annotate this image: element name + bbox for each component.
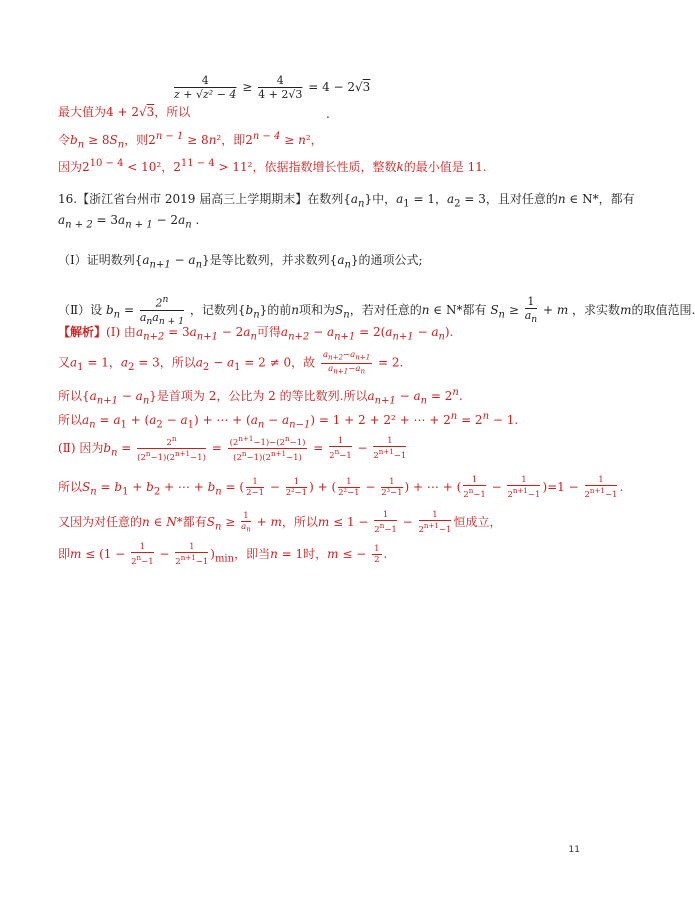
one-over-an: $\frac{1}{a_n}$: [524, 294, 538, 326]
bn-expanded-fraction: $\frac{2^n}{(2^n-1)(2^{n+1}-1)}$: [137, 434, 206, 463]
t3: $\frac{1}{\text{2²−1}}$: [338, 476, 360, 498]
solution-line-7: 又因为对任意的n ∈ N*都有$S_n$ ≥ $\frac{1}{a_n}$ + m，所以m ≤ 1 − $\frac{1}{2^n-1}$ − $\frac{1}{2^{n+1}-1}$ 恒成立，: [58, 510, 502, 535]
recurrence-line: $a_{n + 2} = 3a_{n + 1} - 2a_n$ .: [58, 213, 200, 231]
t12: $\frac{1}{2}$: [374, 543, 380, 565]
t5: $\frac{1}{2^n-1}$: [463, 475, 486, 500]
inequality-line: $\frac{4}{\text{z + √z² − 4}}$ ≥ $\frac{4}{4 + 2√3}$ = 4 − 2√3: [174, 74, 371, 101]
t4: $\frac{1}{\text{2³−1}}$: [381, 476, 403, 498]
solution-line-8: 即m ≤ (1 − $\frac{1}{2^n-1}$ − $\frac{1}{2^{n+1}-1}$ )$_{min}$，即当n = 1时，m ≤ − $\frac{1}{2}$ .: [58, 542, 388, 567]
solution-line-5: (Ⅱ) 因为$b_n$ = $\frac{2^n}{(2^n-1)(2^{n+1}-1)}$ = $\frac{(2^{n+1}-1)-(2^n-1)}{(2^n-1)(2^{n+1}-1)}$ = $\frac{1}{2^n-1}$ − $\frac{1}{2^{n+1}-1}$: [58, 434, 407, 463]
fraction-left: $\frac{4}{\text{z + √z² − 4}}$: [174, 74, 237, 101]
ratio-fraction: $\frac{a_{n+2}-a_{n+1}}{a_{n+1}-a_n}$: [322, 350, 371, 376]
solution-line-2: 又$a_1 = 1$，$a_2 = 3$，所以$a_2 - a_1 = 2 \ne 0$，故 $\frac{a_{n+2}-a_{n+1}}{a_{n+1}-a_n}$ = 2.: [58, 350, 404, 376]
t6: $\frac{1}{2^{n+1}-1}$: [507, 475, 541, 500]
problem-16-statement: 16.【浙江省台州市 2019 届高三上学期期末】在数列$\{a_n\}$中，$a_1 = 1$，$a_2 = 3$，且对任意的n ∈ N*，都有: [58, 192, 635, 210]
trailing-period: .: [326, 107, 330, 121]
max-value-line: 最大值为4 + 2√3，所以: [58, 105, 191, 119]
t2: $\frac{1}{\text{2²−1}}$: [285, 476, 308, 498]
solution-line-6: 所以$S_n = b_1 + b_2$ + ⋯ + $b_n$ = ( $\frac{1}{2-1}$ − $\frac{1}{\text{2²−1}}$ ) + ( $\frac{1}{\text{2²−1}}$ − $\frac{1}{\text{2³−1}}$ ) + ⋯ + ( $\frac{1}{2^n-1}$ − $\frac{1}{2^{n+1}-1}$ )=1 − $\frac{1}{2^{n+1}-1}$ .: [58, 475, 624, 500]
one-over-an-2: $\frac{1}{a_n}$: [241, 510, 251, 534]
part-1-question: （Ⅰ）证明数列$\{a_{n+1} - a_n\}$是等比数列，并求数列$\{a_n\}$的通项公式;: [58, 253, 423, 271]
t8: $\frac{1}{2^n-1}$: [374, 510, 397, 535]
page-number: 11: [568, 845, 580, 855]
term-b: $\frac{1}{2^{n+1}-1}$: [373, 435, 407, 461]
part-2-question: （Ⅱ）设 $b_n$ = $\frac{2^n}{a_na_{n + 1}}$ ，记数列$\{b_n\}$的前n项和为$S_n$，若对任意的n ∈ N*都有 $S_n$ ≥ $\frac{1}{a_n}$ + m ，求实数m的取值范围.: [58, 294, 695, 327]
t10: $\frac{1}{2^n-1}$: [131, 542, 154, 567]
solution-line-3: 所以$\{a_{n+1} - a_n\}$是首项为 2，公比为 2 的等比数列.所以$a_{n+1} - a_n = 2^n$.: [58, 387, 463, 407]
bn-fraction: $\frac{2^n}{a_na_{n + 1}}$: [139, 294, 185, 327]
fraction-right: $\frac{4}{4 + 2√3}$: [258, 74, 303, 101]
t1: $\frac{1}{2-1}$: [246, 476, 265, 498]
term-a: $\frac{1}{2^n-1}$: [329, 435, 352, 461]
conclusion-k-line: 因为$2^{10 - 4} < 10^2$，$2^{11 - 4} > 11^2$，依据指数增长性质，整数k的最小值是 11.: [58, 158, 487, 174]
t9: $\frac{1}{2^{n+1}-1}$: [418, 510, 452, 535]
bn-difference-fraction: $\frac{(2^{n+1}-1)-(2^n-1)}{(2^n-1)(2^{n+1}-1)}$: [229, 434, 306, 463]
solution-line-1: 【解析】(Ⅰ) 由$a_{n+2} = 3a_{n+1} - 2a_n$可得$a_{n+2} - a_{n+1} = 2(a_{n+1} - a_n)$.: [58, 325, 454, 343]
let-bn-line: 令$b_n \ge 8S_n$，则$2^{n - 1} \ge 8n^2$，即$2^{n - 4} \ge n^2$，: [58, 131, 323, 151]
solution-line-4: 所以$a_n = a_1 + (a_2 - a_1)$ + ⋯ + $(a_n - a_{n-1}) = 1 + 2 + 2^2$ + ⋯ + $2^n = 2^n - 1$.: [58, 411, 519, 431]
t11: $\frac{1}{2^{n+1}-1}$: [175, 542, 209, 567]
t7: $\frac{1}{2^{n+1}-1}$: [584, 475, 618, 500]
